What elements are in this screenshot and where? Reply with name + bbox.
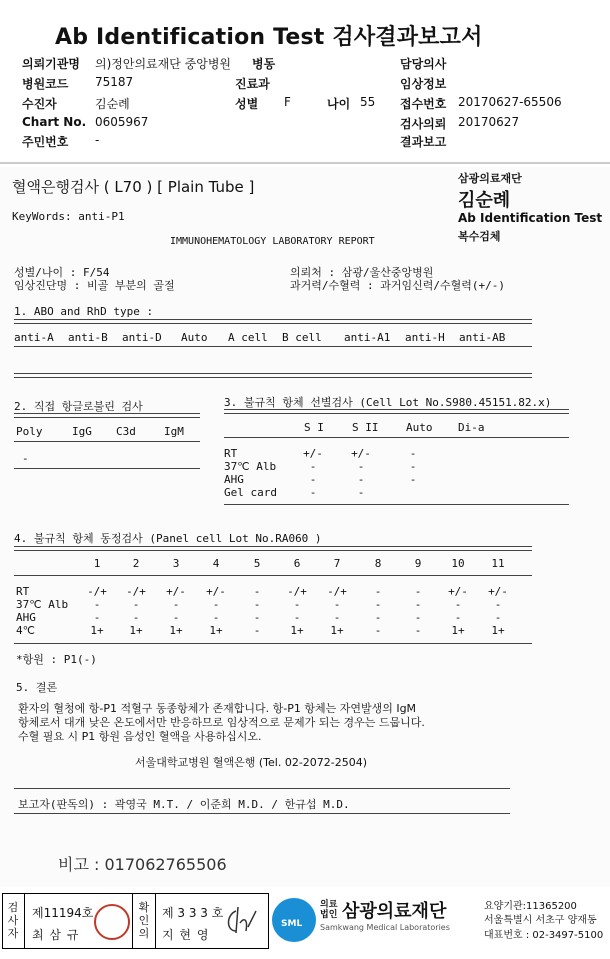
panel-result-cell: - (212, 598, 220, 611)
hospital-label: 의뢰기관명 (22, 57, 80, 71)
panel-result-cell: - (132, 598, 140, 611)
sex-value: F (284, 95, 291, 109)
panel-result-cell: 1+ (90, 624, 104, 637)
panel-cell-number: 5 (253, 557, 261, 570)
panel-row-label: 4℃ (16, 624, 35, 637)
dat-col: C3d (116, 425, 136, 438)
age-value: 55 (360, 95, 376, 109)
panel-row-label: RT (16, 585, 30, 598)
divider (224, 504, 569, 505)
abo-col: anti-A1 (344, 331, 391, 344)
divider (14, 413, 200, 418)
keywords: KeyWords: anti-P1 (12, 210, 125, 223)
screen-row-label: Gel card (224, 486, 277, 499)
examiner-name: 최 삼 규 (32, 928, 80, 942)
confirmer-name: 지 현 영 (162, 928, 210, 942)
panel-result-cell: -/+ (327, 585, 347, 598)
screen-col: Auto (406, 421, 433, 434)
antigen-note: *항원 : P1(-) (16, 653, 97, 666)
panel-cell-number: 3 (172, 557, 180, 570)
panel-result-cell: - (374, 585, 382, 598)
panel-result-cell: - (454, 598, 462, 611)
sml-logo-text: SML (281, 919, 303, 929)
panel-result-cell: 1+ (451, 624, 465, 637)
screen-row-label: 37℃ Alb (224, 460, 277, 473)
sex-age: 성별/나이 : F/54 (14, 266, 110, 279)
org-prefix: 의료법인 (320, 900, 338, 920)
screen-result-cell: - (357, 460, 365, 473)
dept-label: 진료과 (235, 77, 270, 91)
abo-col: A cell (228, 331, 268, 344)
divider (24, 893, 25, 949)
screen-row-label: AHG (224, 473, 244, 486)
panel-cell-number: 11 (491, 557, 505, 570)
panel-result-cell: - (454, 611, 462, 624)
panel-result-cell: -/+ (126, 585, 146, 598)
panel-result-cell: - (253, 585, 261, 598)
screen-row-label: RT (224, 447, 238, 460)
panel-result-cell: - (132, 611, 140, 624)
hospital-code-label: 병원코드 (22, 77, 69, 91)
seal-icon (94, 904, 130, 940)
stamp-copy: 복수검체 (458, 230, 501, 243)
panel-cell-number: 4 (212, 557, 220, 570)
abo-col: anti-B (68, 331, 108, 344)
stamp-test: Ab Identification Test (458, 211, 603, 225)
abo-col: anti-AB (459, 331, 506, 344)
panel-result-cell: +/- (488, 585, 508, 598)
panel-cell-number: 2 (132, 557, 140, 570)
request-date-label: 검사의뢰 (400, 117, 447, 131)
patient-value: 김순례 (95, 97, 130, 111)
care-code: 요양기관:11365200 (484, 901, 577, 912)
panel-result-cell: 1+ (129, 624, 143, 637)
panel-result-cell: 1+ (290, 624, 304, 637)
conclusion-line: 항체로서 대개 낮은 온도에서만 반응하므로 임상적으로 문제가 되는 경우는 드뭅니다. (18, 716, 425, 729)
doc-title: 혈액은행검사 ( L70 ) [ Plain Tube ] (12, 178, 255, 196)
panel-result-cell: - (253, 611, 261, 624)
panel-result-cell: - (494, 611, 502, 624)
abo-col: B cell (282, 331, 322, 344)
panel-result-cell: -/+ (87, 585, 107, 598)
requester: 의뢰처 : 삼광/울산중앙병원 (290, 266, 434, 279)
panel-result-cell: - (293, 611, 301, 624)
panel-result-cell: - (172, 611, 180, 624)
divider (14, 441, 200, 442)
screen-result-cell: - (357, 473, 365, 486)
resident-no-value: - (95, 133, 100, 147)
report-title: Ab Identification Test 검사결과보고서 (55, 25, 483, 50)
dat-col: Poly (16, 425, 43, 438)
address: 서울특별시 서초구 양재동 (484, 915, 597, 926)
dat-col: IgG (72, 425, 92, 438)
confirmer-label: 확인의 (138, 901, 150, 940)
panel-cell-number: 9 (414, 557, 422, 570)
screen-result-cell: - (309, 486, 317, 499)
section3-title: 3. 불규칙 항체 선별검사 (Cell Lot No.S980.45151.82.x) (224, 396, 552, 409)
screen-result-cell: +/- (351, 447, 371, 460)
conclusion-line: 수혈 필요 시 P1 항원 음성인 혈액을 사용하십시오. (18, 730, 262, 743)
examiner-label: 검사자 (7, 901, 19, 940)
dat-col: IgM (164, 425, 184, 438)
signature-icon (222, 903, 262, 937)
panel-row-label: AHG (16, 611, 36, 624)
panel-cell-number: 7 (333, 557, 341, 570)
section5-title: 5. 결론 (16, 681, 58, 694)
divider (14, 346, 532, 347)
org-name: 삼광의료재단 (342, 901, 447, 922)
divider (14, 546, 532, 551)
panel-result-cell: - (172, 598, 180, 611)
patient-label: 수진자 (22, 97, 57, 111)
lab-report-title: IMMUNOHEMATOLOGY LABORATORY REPORT (170, 236, 375, 247)
panel-result-cell: 1+ (209, 624, 223, 637)
panel-result-cell: - (414, 598, 422, 611)
panel-result-cell: - (93, 611, 101, 624)
dat-columns (16, 425, 206, 438)
screen-result-cell: - (409, 447, 417, 460)
panel-result-cell: - (253, 624, 261, 637)
chart-no-value: 0605967 (95, 115, 149, 129)
panel-result-cell: +/- (206, 585, 226, 598)
remark-note: 비고 : 017062765506 (58, 855, 227, 874)
panel-result-cell: - (333, 598, 341, 611)
receipt-no-label: 접수번호 (400, 97, 447, 111)
org-english: Samkwang Medical Laboratories (320, 923, 450, 932)
abo-columns (14, 331, 534, 344)
panel-result-cell: - (414, 585, 422, 598)
abo-col: Auto (181, 331, 208, 344)
blood-bank-contact: 서울대학교병원 혈액은행 (Tel. 02-2072-2504) (135, 756, 368, 769)
divider (155, 893, 156, 949)
resident-no-label: 주민번호 (22, 135, 69, 149)
panel-result-cell: - (293, 598, 301, 611)
divider (132, 893, 133, 949)
screen-col: S I (304, 421, 324, 434)
screen-col: Di-a (458, 421, 485, 434)
divider (14, 643, 532, 644)
clinical-info-label: 임상정보 (400, 77, 447, 91)
stamp-org: 삼광의료재단 (458, 172, 522, 185)
screen-result-cell: - (409, 473, 417, 486)
divider (14, 373, 532, 378)
panel-result-cell: -/+ (287, 585, 307, 598)
divider (14, 788, 510, 789)
screen-col: S II (352, 421, 379, 434)
panel-result-cell: - (93, 598, 101, 611)
header-divider (0, 162, 610, 164)
receipt-no-value: 20170627-65506 (458, 95, 562, 109)
abo-col: anti-D (122, 331, 162, 344)
confirmer-license: 제 3 3 3 호 (162, 906, 224, 920)
panel-result-cell: - (414, 611, 422, 624)
screen-result-cell: - (309, 460, 317, 473)
stamp-name: 김순례 (458, 190, 511, 211)
panel-result-cell: 1+ (330, 624, 344, 637)
panel-cell-number: 1 (93, 557, 101, 570)
panel-result-cell: - (333, 611, 341, 624)
report-date-label: 결과보고 (400, 135, 447, 149)
divider (14, 468, 200, 469)
divider (14, 575, 532, 576)
panel-cell-number: 10 (451, 557, 465, 570)
history: 과거력/수혈력 : 과거임신력/수혈력(+/-) (290, 279, 505, 292)
panel-result-cell: - (414, 624, 422, 637)
panel-result-cell: 1+ (169, 624, 183, 637)
reporter: 보고자(판독의) : 곽영국 M.T. / 이준희 M.D. / 한규섭 M.D. (18, 798, 350, 811)
hospital-value: 의)정안의료재단 중앙병원 (95, 57, 232, 71)
screen-result-cell: - (409, 460, 417, 473)
panel-result-cell: - (374, 624, 382, 637)
section4-title: 4. 불규칙 항체 동정검사 (Panel cell Lot No.RA060 ) (14, 532, 322, 545)
panel-cell-number: 6 (293, 557, 301, 570)
age-label: 나이 (327, 97, 351, 111)
screen-result-cell: +/- (303, 447, 323, 460)
dat-value: - (22, 452, 29, 465)
divider (224, 409, 569, 414)
ward-label: 병동 (252, 57, 276, 71)
panel-result-cell: - (494, 598, 502, 611)
abo-col: anti-A (14, 331, 54, 344)
divider (224, 437, 569, 438)
panel-row-label: 37℃ Alb (16, 598, 69, 611)
conclusion-line: 환자의 혈청에 항-P1 적혈구 동종항체가 존재합니다. 항-P1 항체는 자연발생의 IgM (18, 702, 417, 715)
divider (14, 319, 532, 324)
screen-result-cell: - (309, 473, 317, 486)
panel-result-cell: 1+ (491, 624, 505, 637)
doctor-label: 담당의사 (400, 57, 447, 71)
screen-result-cell: - (357, 486, 365, 499)
section2-title: 2. 직접 항글로불린 검사 (14, 400, 143, 413)
panel-cell-number: 8 (374, 557, 382, 570)
panel-result-cell: +/- (448, 585, 468, 598)
panel-result-cell: - (212, 611, 220, 624)
diagnosis: 임상진단명 : 비골 부분의 골절 (14, 279, 175, 292)
chart-no-label: Chart No. (22, 115, 87, 129)
panel-result-cell: - (374, 598, 382, 611)
divider (14, 813, 510, 814)
phone: 대표번호 : 02-3497-5100 (484, 930, 604, 941)
panel-result-cell: +/- (166, 585, 186, 598)
examiner-license: 제11194호 (32, 906, 94, 920)
request-date-value: 20170627 (458, 115, 520, 129)
hospital-code-value: 75187 (95, 75, 134, 89)
panel-result-cell: - (253, 598, 261, 611)
sex-label: 성별 (235, 97, 259, 111)
panel-result-cell: - (374, 611, 382, 624)
section1-title: 1. ABO and RhD type : (14, 305, 154, 318)
abo-col: anti-H (405, 331, 445, 344)
